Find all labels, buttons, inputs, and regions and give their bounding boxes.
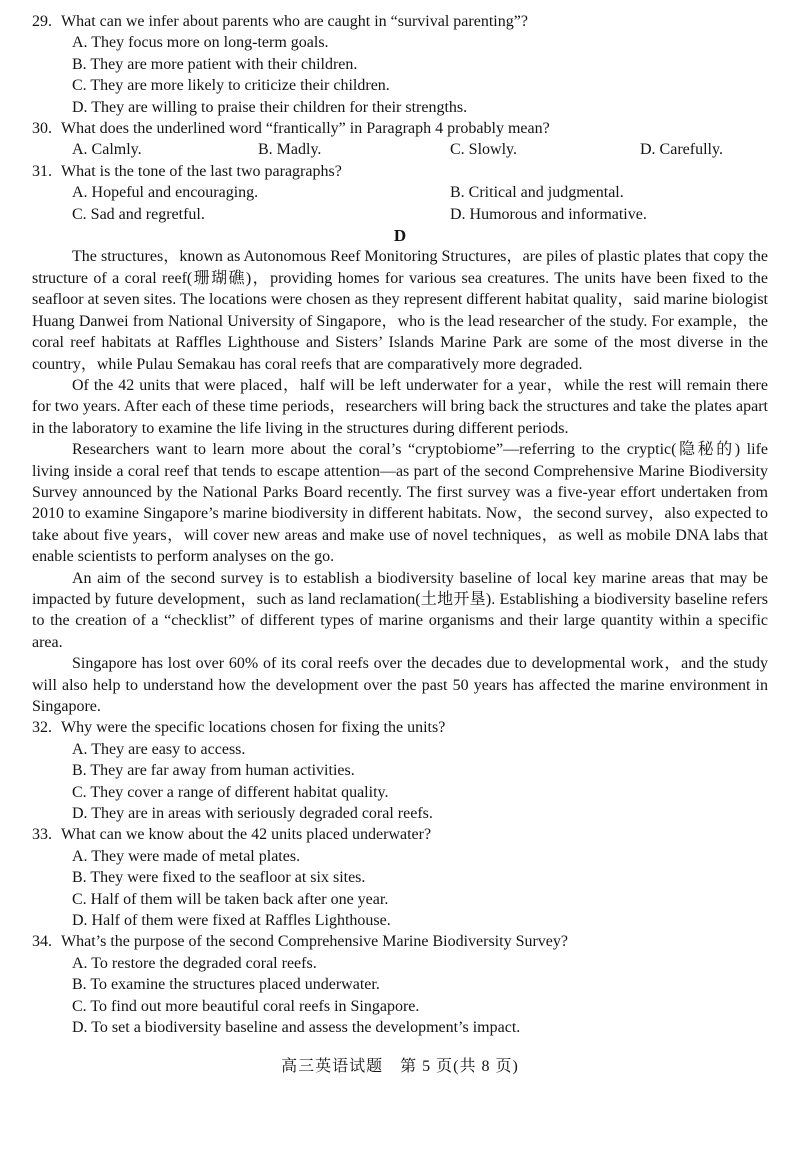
question-30-stem-line (32, 118, 768, 139)
option-a: A. They are easy to access. (72, 740, 246, 758)
option-c: C. Sad and regretful. (72, 205, 205, 223)
question-33-stem-line (32, 824, 768, 845)
option-b: B. They are far away from human activities. (72, 762, 355, 780)
question-33 (32, 824, 768, 931)
question-31 (32, 161, 768, 225)
question-34-stem-line (32, 931, 768, 952)
passage-paragraph-2: Of the 42 units that were placed，half will be left underwater for a year，while the rest will remain there for two years. After each of these time periods，researchers will bring back the structures and take the plates apart in the laboratory to examine the life living in the structures during different periods. (32, 376, 768, 437)
question-33-options (32, 846, 768, 932)
question-29-options (32, 32, 768, 118)
question-stem: What does the underlined word “frantically” in Paragraph 4 probably mean? (61, 120, 550, 138)
question-number: 30. (32, 120, 52, 138)
option-d: D. They are in areas with seriously degraded coral reefs. (72, 805, 433, 823)
passage-paragraph-1: The structures，known as Autonomous Reef Monitoring Structures，are piles of plastic plates that copy the structure of a coral reef(珊瑚礁)，providing homes for various sea creatures. The units have been fixed to the seafloor at seven sites. The locations were chosen as they represent different habitat quality，said marine biologist Huang Danwei from National University of Singapore，who is the lead researcher of the study. For example，the coral reef habitats at Raffles Lighthouse and Sisters’ Islands Marine Park are some of the most diverse in the country，while Pulau Semakau has coral reefs that are comparatively more degraded. (32, 248, 768, 373)
question-31-options (32, 182, 768, 225)
page-footer: 高三英语试题 第 5 页(共 8 页) (281, 1057, 519, 1075)
option-d: D. Carefully. (640, 141, 723, 159)
passage-paragraph-5: Singapore has lost over 60% of its coral reefs over the decades due to developmental work，and the study will also help to understand how the development over the past 50 years has affected the marine environment in Singapore. (32, 655, 768, 715)
option-b: B. They were fixed to the seafloor at six sites. (72, 869, 366, 887)
question-34-options (32, 953, 768, 1039)
option-b: B. They are more patient with their children. (72, 55, 358, 73)
question-34 (32, 931, 768, 1038)
question-stem: What is the tone of the last two paragraphs? (61, 162, 342, 180)
question-stem: What’s the purpose of the second Comprehensive Marine Biodiversity Survey? (61, 933, 568, 951)
question-number: 34. (32, 933, 52, 951)
question-stem: What can we know about the 42 units placed underwater? (61, 826, 432, 844)
option-c: C. Half of them will be taken back after one year. (72, 890, 389, 908)
option-d: D. Half of them were fixed at Raffles Lighthouse. (72, 912, 391, 930)
passage-paragraph-4: An aim of the second survey is to establish a biodiversity baseline of local key marine areas that may be impacted by future development，such as land reclamation(土地开垦). Establishing a biodiversity baseline refers to the creation of a “checklist” of different types of marine organisms and their large quantity within a specific area. (32, 569, 768, 651)
question-30 (32, 118, 768, 161)
option-d: D. Humorous and informative. (450, 205, 647, 223)
question-30-options (32, 139, 768, 160)
passage-paragraph-3: Researchers want to learn more about the coral’s “cryptobiome”—referring to the cryptic(隐秘的) life living inside a coral reef that tends to escape attention—as part of the second Comprehensive Marine Biodiversity Survey announced by the National Parks Board recently. The first survey was a five-year effort undertaken from 2010 to examine Singapore’s marine biodiversity in different habitats. Now，the second survey，also expected to take about five years，will cover new areas and make use of novel techniques，as well as mobile DNA labs that enable scientists to perform analyses on the go. (32, 441, 769, 566)
option-a: A. Calmly. (72, 141, 142, 159)
option-a: A. They were made of metal plates. (72, 847, 301, 865)
question-32-options (32, 739, 768, 825)
question-31-stem-line (32, 161, 768, 182)
question-number: 32. (32, 719, 52, 737)
question-number: 33. (32, 826, 52, 844)
question-29-stem-line (32, 11, 768, 32)
option-a: A. Hopeful and encouraging. (72, 184, 259, 202)
section-d-heading: D (393, 226, 407, 246)
option-b: B. Critical and judgmental. (450, 184, 624, 202)
question-number: 31. (32, 162, 52, 180)
option-d: D. To set a biodiversity baseline and assess the development’s impact. (72, 1019, 521, 1037)
option-c: C. They are more likely to criticize their children. (72, 77, 390, 95)
option-a: A. To restore the degraded coral reefs. (72, 954, 317, 972)
option-a: A. They focus more on long-term goals. (72, 34, 329, 52)
option-c: C. Slowly. (450, 141, 517, 159)
option-c: C. They cover a range of different habitat quality. (72, 783, 389, 801)
question-32-stem-line (32, 717, 768, 738)
option-b: B. To examine the structures placed underwater. (72, 976, 380, 994)
option-d: D. They are willing to praise their children for their strengths. (72, 98, 468, 116)
question-stem: Why were the specific locations chosen for fixing the units? (61, 719, 446, 737)
option-b: B. Madly. (258, 141, 322, 159)
question-stem: What can we infer about parents who are caught in “survival parenting”? (61, 13, 528, 30)
question-32 (32, 717, 768, 824)
question-number: 29. (32, 13, 52, 30)
question-29 (32, 11, 768, 118)
passage-d (32, 246, 768, 717)
option-c: C. To find out more beautiful coral reefs in Singapore. (72, 997, 420, 1015)
